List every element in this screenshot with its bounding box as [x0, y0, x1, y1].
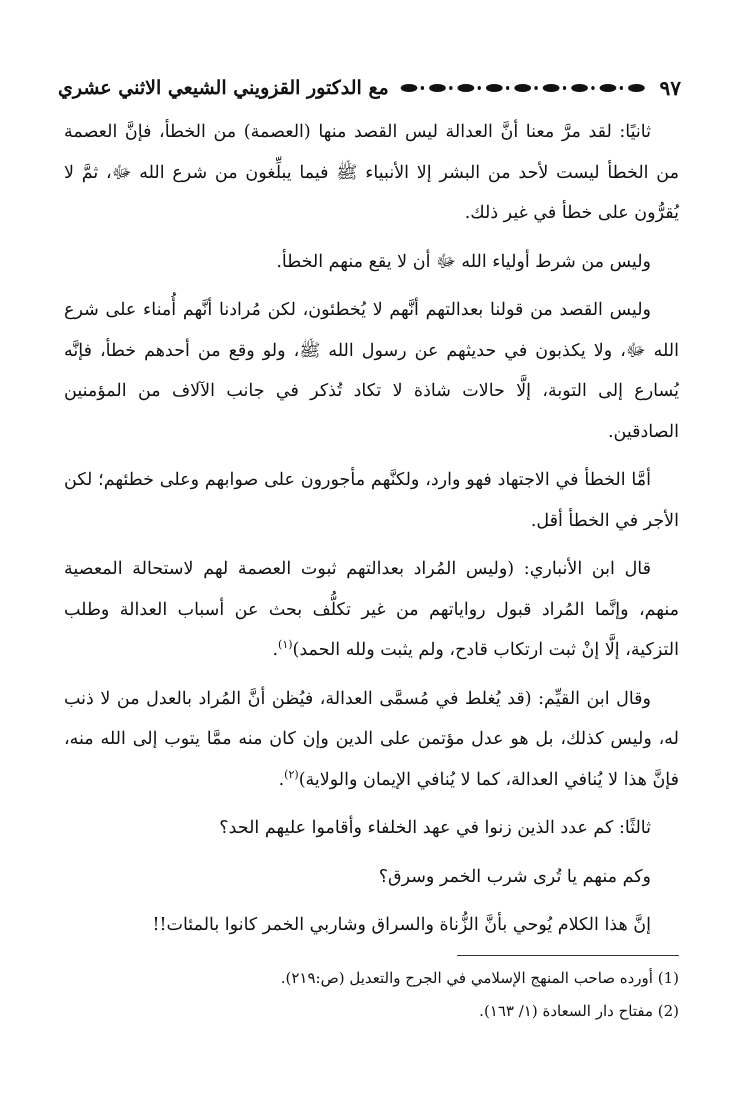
- decorative-ornament-icon: [399, 81, 650, 95]
- paragraph: وكم منهم يا تُرى شرب الخمر وسرق؟: [378, 866, 651, 887]
- sentence-end: .: [278, 769, 285, 790]
- running-header: [58, 68, 681, 108]
- paragraph-with-footnote: [64, 549, 679, 671]
- footnote-marker: (١): [278, 638, 293, 652]
- paragraph: ثالثًا: كم عدد الذين زنوا في عهد الخلفاء وأقاموا عليهم الحد؟: [219, 818, 651, 838]
- footnotes: [64, 962, 679, 1028]
- main-text: [64, 112, 679, 954]
- page-number: ٩٧: [659, 76, 681, 100]
- footnote: (2) مفتاح دار السعادة (١/ ١٦٣).: [479, 1002, 679, 1020]
- paragraph: إنَّ هذا الكلام يُوحي بأنَّ الزُّناة والسراق وشاربي الخمر كانوا بالمئات!!: [152, 915, 651, 935]
- sentence-end: .: [272, 640, 279, 660]
- quote-text: قال ابن الأنباري: (وليس المُراد بعدالتهم ثبوت العصمة لهم لاستحالة المعصية منهم، وإنَّما المُراد قبول رواياتهم من غير تكلُّف بحث عن أسباب العدالة وطلب التزكية، إلَّا إنْ ثبت ارتكاب قادح، ولم يثبت ولله الحمد): [64, 559, 679, 660]
- footnote-marker: (٢): [284, 767, 299, 781]
- paragraph: أمَّا الخطأ في الاجتهاد فهو وارد، ولكنَّهم مأجورون على صوابهم وعلى خطئهم؛ لكن الأجر في الخطأ أقل.: [64, 470, 679, 531]
- paragraph: وليس القصد من قولنا بعدالتهم أنَّهم لا يُخطئون، لكن مُرادنا أنَّهم أُمناء على شرع الله ﷻ، ولا يكذبون في حديثهم عن رسول الله ﷺ، ولو وقع من أحدهم خطأ، فإنَّه يُسارع إلى التوبة، إلَّا حالات شاذة لا تكاد تُذكر في جانب الآلاف من المؤمنين الصادقين.: [64, 300, 679, 442]
- quote-text: وقال ابن القيِّم: (قد يُغلط في مُسمَّى العدالة، فيُظن أنَّ المُراد بالعدل من لا ذنب له، وليس كذلك، بل هو عدل مؤتمن على الدين وإن كان منه ممَّا يتوب إلى الله منه، فإنَّ هذا لا يُنافي العدالة، كما لا يُنافي الإيمان والولاية): [64, 688, 679, 790]
- header-title: مع الدكتور القزويني الشيعي الاثني عشري: [58, 77, 389, 99]
- paragraph: ثانيًا: لقد مرَّ معنا أنَّ العدالة ليس القصد منها (العصمة) من الخطأ، فإنَّ العصمة من الخطأ ليست لأحد من البشر إلا الأنبياء ﷺ فيما يبلِّغون من شرع الله ﷻ، ثمَّ لا يُقرُّون على خطأ في غير ذلك.: [64, 122, 679, 223]
- footnote-divider: [457, 955, 679, 956]
- paragraph-with-footnote: [64, 679, 679, 801]
- footnote: (1) أورده صاحب المنهج الإسلامي في الجرح والتعديل (ص:٢١٩).: [280, 969, 679, 987]
- paragraph: وليس من شرط أولياء الله ﷻ أن لا يقع منهم الخطأ.: [276, 251, 651, 272]
